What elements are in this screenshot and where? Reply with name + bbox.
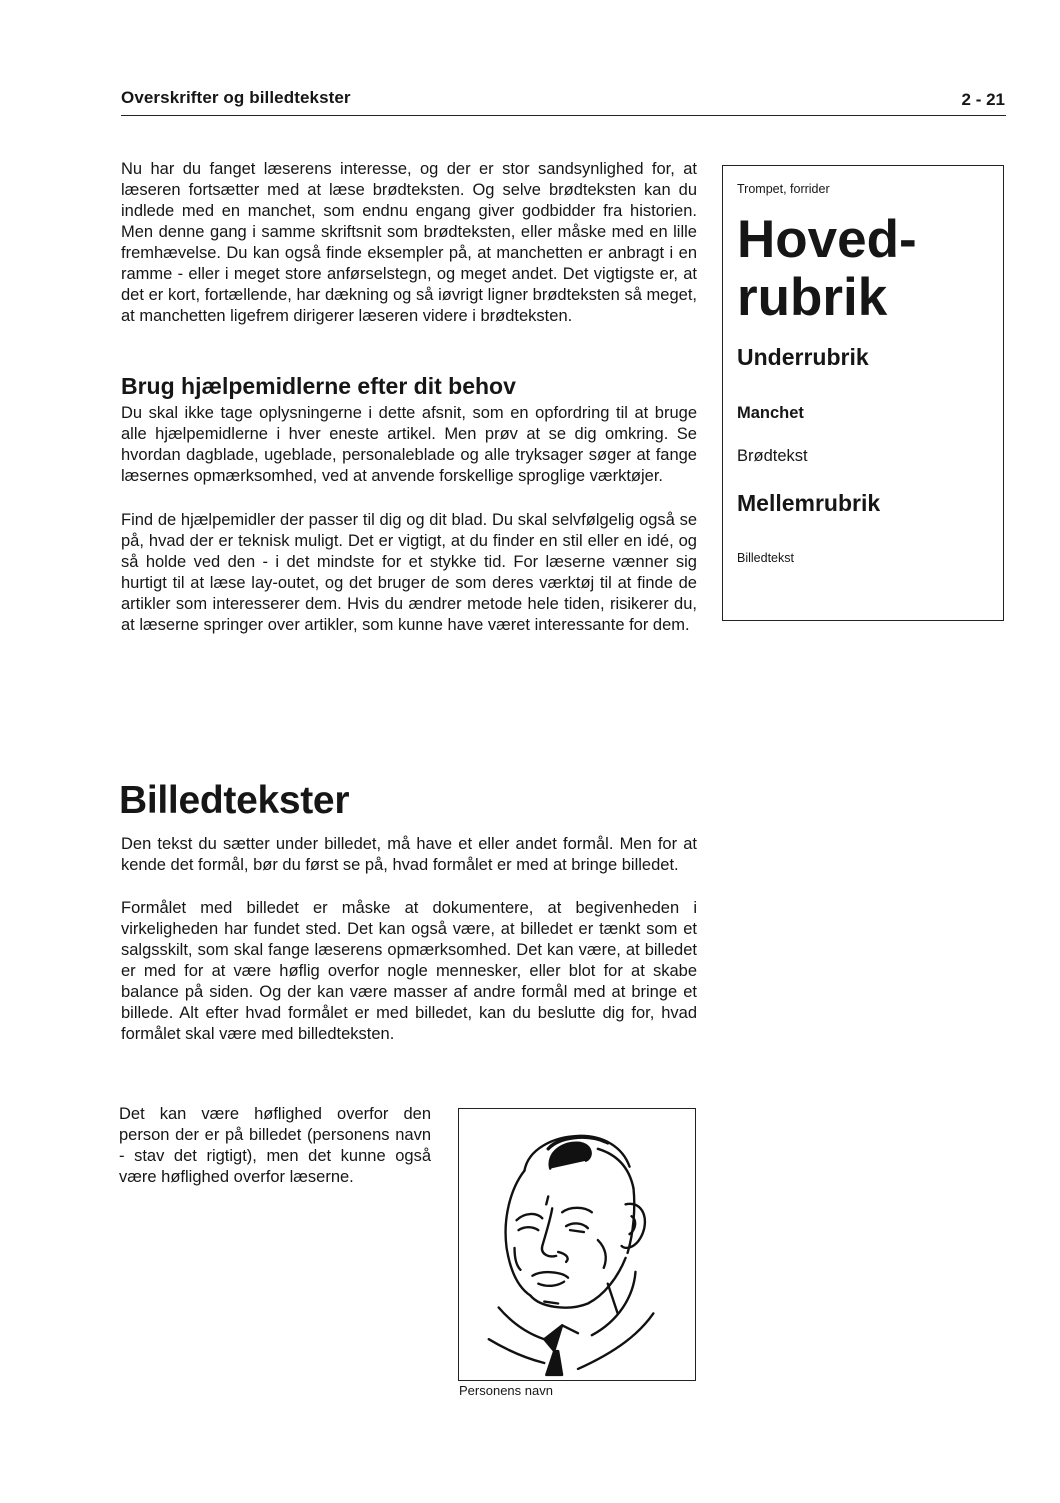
sample-hovedrubrik	[737, 211, 917, 327]
billedtekster-heading: Billedtekster	[119, 779, 350, 822]
sample-underrubrik: Underrubrik	[737, 344, 869, 370]
sample-brodtekst: Brødtekst	[737, 447, 808, 465]
body-paragraph-2: Find de hjælpemidler der passer til dig og dit blad. Du skal selvfølgelig også se på, hvad der er teknisk muligt. Det er vigtigt, at du finder en stil eller en idé, og så holde ved den - i det mindste for et stykke tid. For læserne vænner sig hurtigt til at læse lay-outet, og det bruger de som deres værktøj til at finde de artikler som interesserer dem. Hvis du ændrer metode hele tiden, risikerer du, at læserne springer over artikler, som kunne have været interessante for dem.	[121, 511, 697, 634]
portrait-frame	[458, 1108, 696, 1381]
header-rule	[121, 115, 1006, 116]
body-paragraph-3: Den tekst du sætter under billedet, må have et eller andet formål. Men for at kende det formål, bør du først se på, hvad formålet er med at bringe billedet.	[121, 835, 697, 874]
sample-trompet: Trompet, forrider	[737, 182, 830, 196]
body-paragraph-4: Formålet med billedet er måske at dokumentere, at begivenheden i virkeligheden har fundet sted. Det kan også være, at billedet er tænkt som et salgsskilt, som skal fange læserens opmærksomhed. Det kan være, at billedet er med for at være høflig overfor nogle mennesker, eller blot for at skabe balance på siden. Og der kan være masser af andre formål med at bringe et billede. Alt efter hvad formålet er med billedet, kan du beslutte dig for, hvad formålet skal være med billedteksten.	[121, 899, 697, 1043]
body-paragraph-5: Det kan være høflighed overfor den person der er på billedet (personens navn - stav det rigtigt), men det kunne også være høflighed overfor læserne.	[119, 1105, 431, 1186]
sample-billedtekst: Billedtekst	[737, 551, 794, 565]
header-title: Overskrifter og billedtekster	[121, 88, 351, 107]
sample-hovedrubrik-line-2: rubrik	[737, 268, 888, 327]
body-paragraph-1: Du skal ikke tage oplysningerne i dette afsnit, som en opfordring til at bruge alle hjælpemidlerne i hver eneste artikel. Men prøv at se dig omkring. Se hvordan dagblade, ugeblade, personaleblade og alle tryksager søger at fange læsernes opmærksomhed, ved at anvende forskellige sproglige værktøjer.	[121, 404, 697, 485]
sample-manchet: Manchet	[737, 404, 804, 422]
intro-paragraph: Nu har du fanget læserens interesse, og der er stor sandsynlighed for, at læseren fortsætter med at læse brødteksten. Og selve brødteksten kan du indlede med en manchet, som endnu engang giver godbidder fra historien. Men denne gang i samme skriftsnit som brødteksten, eller måske med en lille fremhævelse. Du kan også finde eksempler på, at manchetten er anbragt i en ramme - eller i meget store anførselstegn, og meget andet. Det vigtigste er, at det er kort, fortællende, har dækning og så iøvrigt ligner brødteksten så meget, at manchetten ligefrem dirigerer læseren videre i brødteksten.	[121, 160, 697, 325]
typography-sample-box	[722, 165, 1004, 621]
sample-hovedrubrik-line-1: Hoved-	[737, 210, 917, 269]
portrait-sketch-icon	[459, 1109, 695, 1380]
section-subheading: Brug hjælpemidlerne efter dit behov	[121, 373, 516, 399]
page-number: 2 - 21	[961, 90, 1005, 109]
figure-caption: Personens navn	[459, 1383, 553, 1398]
sample-mellemrubrik: Mellemrubrik	[737, 490, 881, 516]
